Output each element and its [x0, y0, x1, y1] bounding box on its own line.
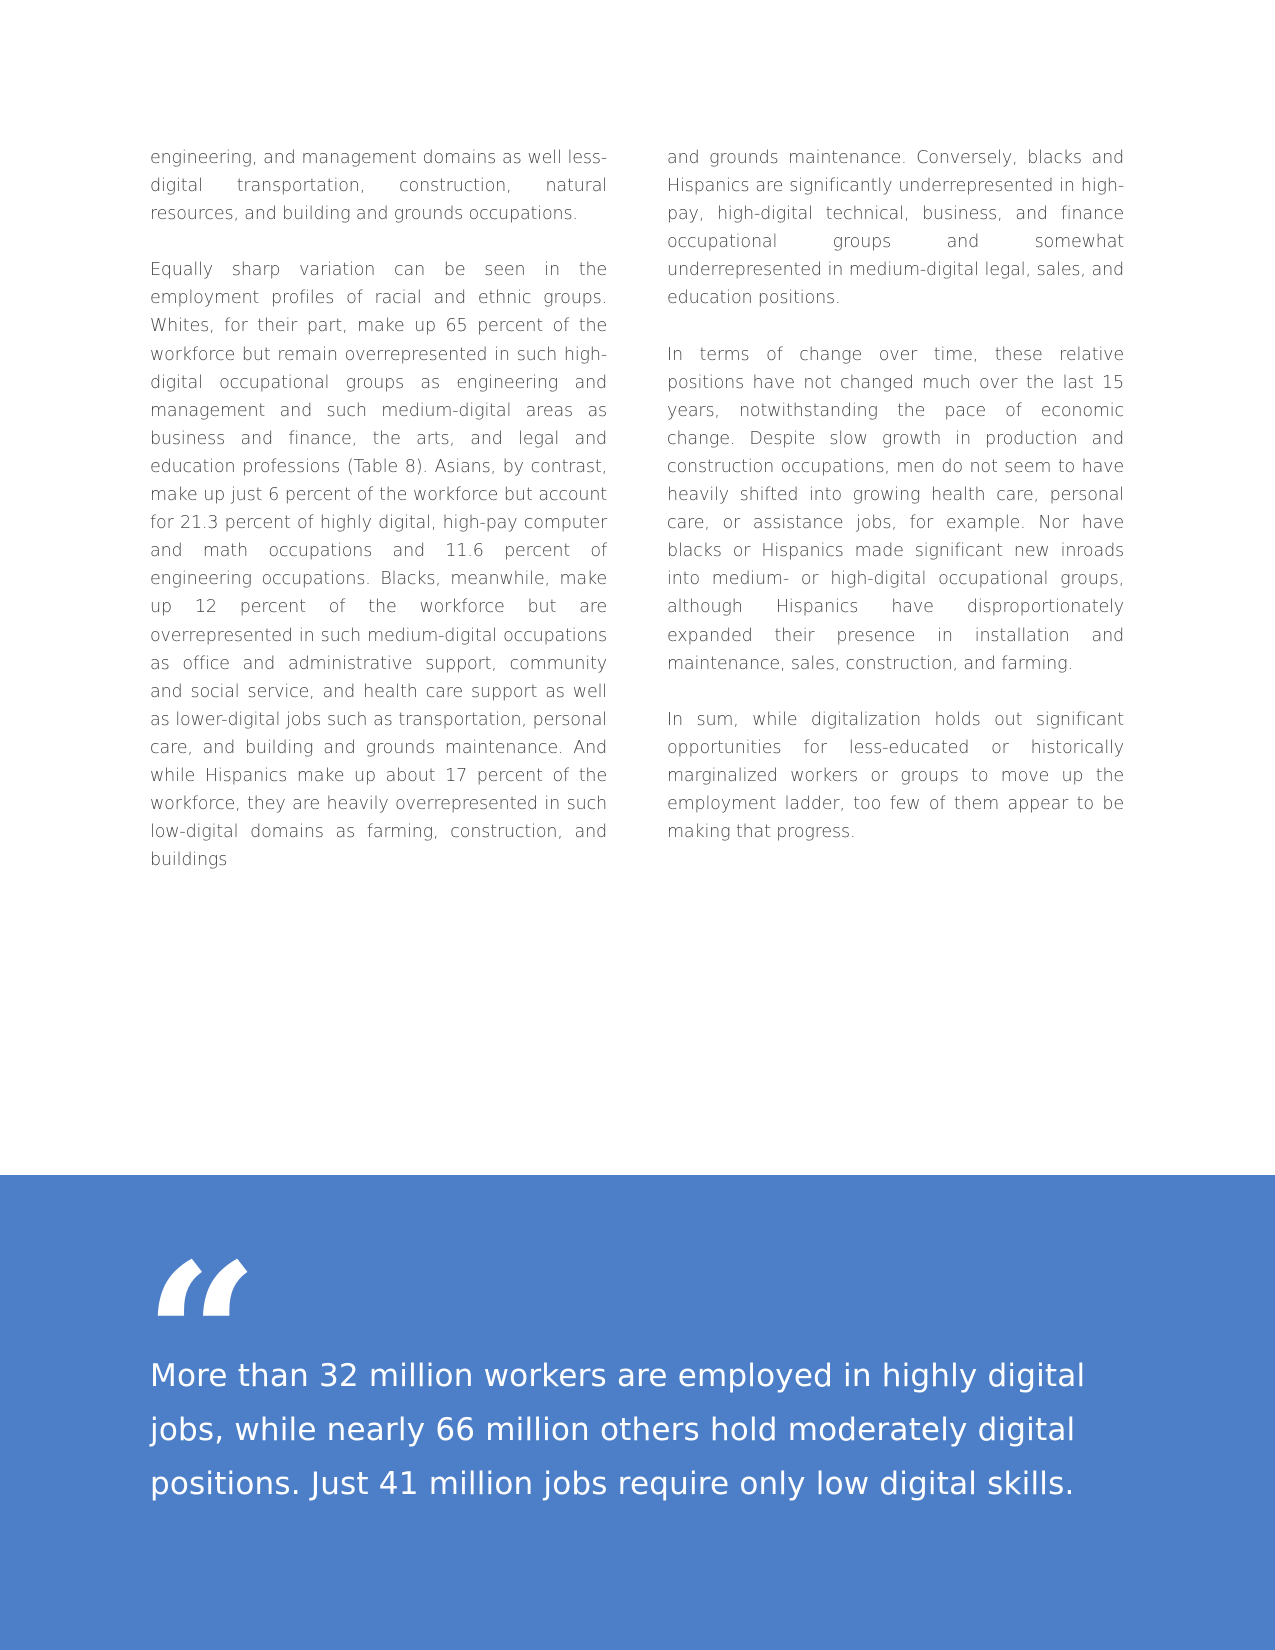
left-column	[150, 144, 607, 902]
body-paragraph: and grounds maintenance. Conversely, blacks and Hispanics are significantly underrepresented in high-pay, high-digital technical, business, and finance occupational groups and somewhat underrepresented in medium-digital legal, sales, and education positions.	[667, 148, 1124, 309]
body-paragraph: In terms of change over time, these relative positions have not changed much over the last 15 years, notwithstanding the pace of economic change. Despite slow growth in production and construction occupations, men do not seem to have heavily shifted into growing health care, personal care, or assistance jobs, for example. Nor have blacks or Hispanics made significant new inroads into medium- or high-digital occupational groups, although Hispanics have disproportionately expanded their presence in installation and maintenance, sales, construction, and farming.	[667, 344, 1124, 674]
body-paragraph: In sum, while digitalization holds out significant opportunities for less-educated or historically marginalized workers or groups to move up the employment ladder, too few of them appear to be making that progress.	[667, 709, 1124, 843]
right-column	[667, 144, 1124, 874]
body-paragraph: engineering, and management domains as well less-digital transportation, construction, natural resources, and building and grounds occupations.	[150, 148, 607, 225]
body-paragraph: Equally sharp variation can be seen in the employment profiles of racial and ethnic groups. Whites, for their part, make up 65 percent of the workforce but remain overrepresented in such high-digital occupational groups as engineering and management and such medium-digital areas as business and finance, the arts, and legal and education professions (Table 8). Asians, by contrast, make up just 6 percent of the workforce but account for 21.3 percent of highly digital, high-pay computer and math occupations and 11.6 percent of engineering occupations. Blacks, meanwhile, make up 12 percent of the workforce but are overrepresented in such medium-digital occupations as office and administrative support, community and social service, and health care support as well as lower-digital jobs such as transportation, personal care, and building and grounds maintenance. And while Hispanics make up about 17 percent of the workforce, they are heavily overrepresented in such low-digital domains as farming, construction, and buildings	[150, 260, 607, 871]
body-columns	[150, 144, 1275, 904]
pull-quote-text: More than 32 million workers are employed in highly digital jobs, while nearly 66 million others hold moderately digital positions. Just 41 million jobs require only low digital skills.	[150, 1358, 1086, 1502]
quote-mark-icon: “	[144, 1220, 260, 1455]
